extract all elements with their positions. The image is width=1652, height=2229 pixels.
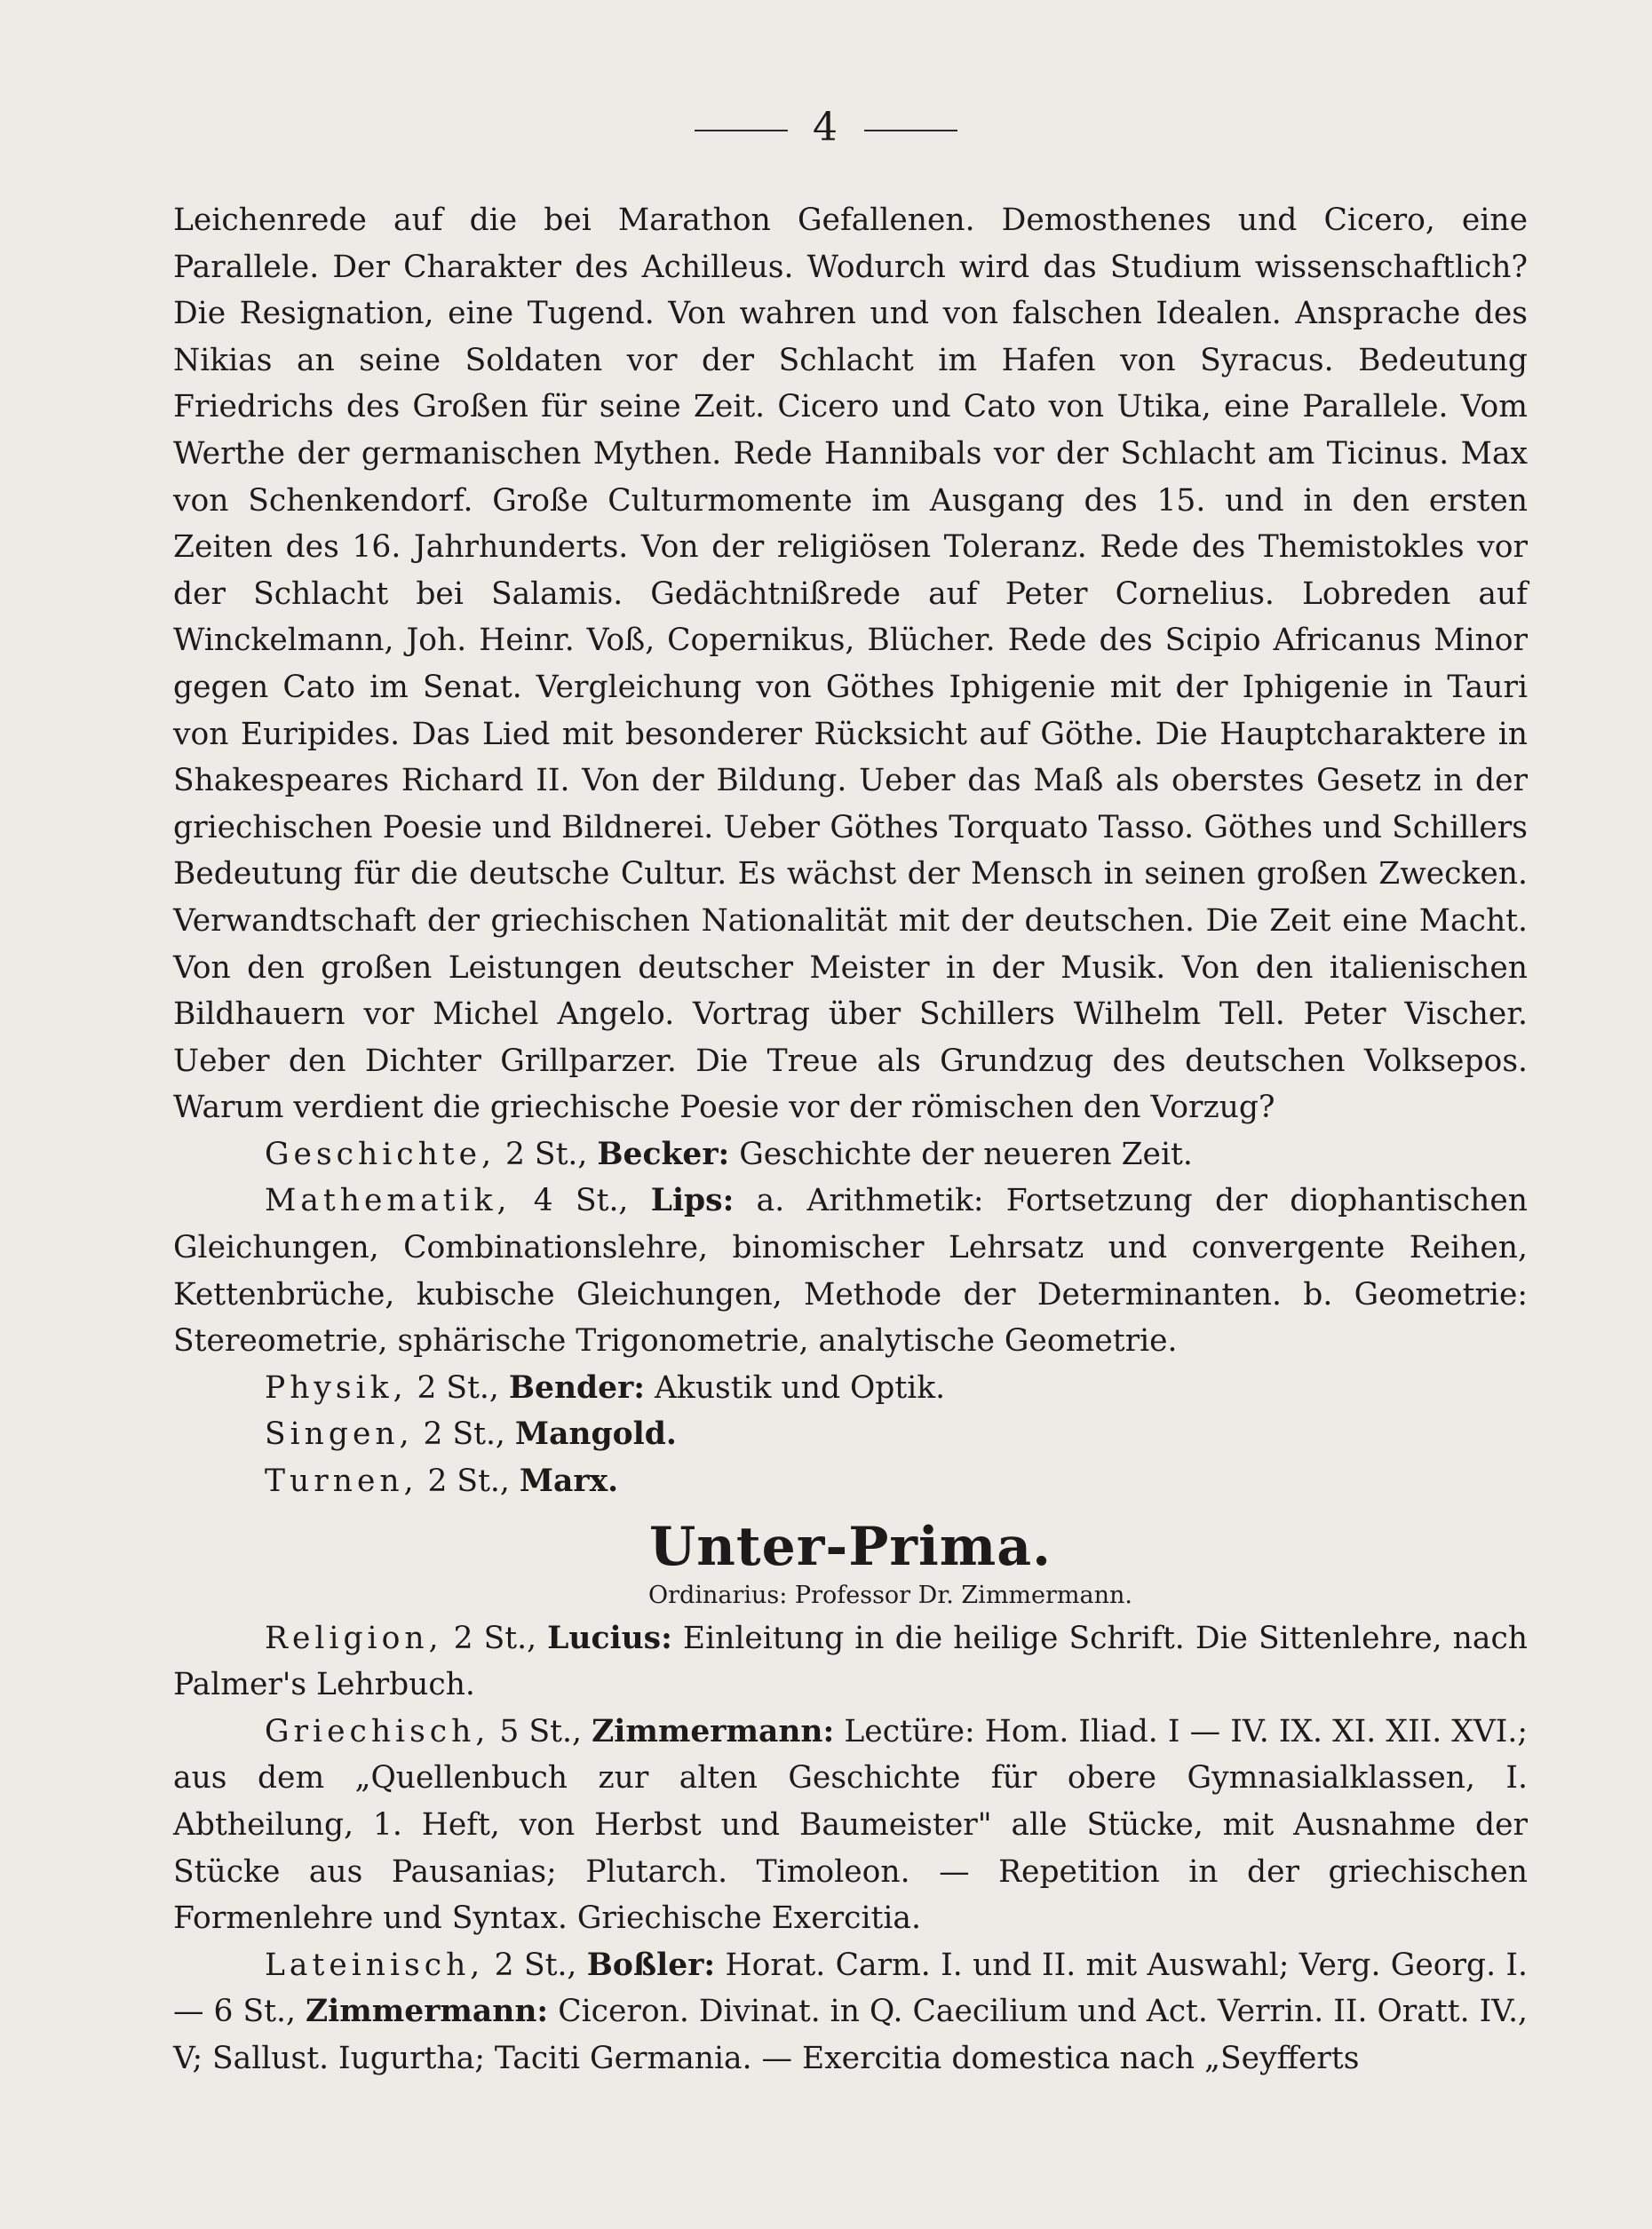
- teacher-name: Lucius:: [547, 1620, 672, 1656]
- ordinarius-line: Ordinarius: Professor Dr. Zimmermann.: [648, 1581, 1132, 1609]
- hours: 2 St.,: [427, 1464, 510, 1500]
- subject-name: Mathematik,: [265, 1183, 512, 1219]
- subject-content: Akustik und Optik.: [655, 1369, 946, 1406]
- hours: 2 St.,: [417, 1369, 499, 1406]
- entry-lateinisch: [173, 1942, 1528, 2082]
- subject-content: Einleitung in die heilige Schrift. Die Sittenlehre, nach Palmer's Lehrbuch.: [173, 1620, 1528, 1703]
- page-number: 4: [813, 105, 839, 150]
- subject-content: Horat. Carm. I. und II. mit Auswahl; Verg. Georg. I. —: [173, 1947, 1529, 2030]
- entry-mathematik: [173, 1178, 1528, 1364]
- entry-griechisch: [173, 1709, 1528, 1942]
- subject-content: Geschichte der neueren Zeit.: [739, 1136, 1193, 1172]
- section-heading-unter-prima: Unter-Prima.: [648, 1515, 1052, 1578]
- hours: 2 St.,: [494, 1947, 577, 1983]
- subject-name: Lateinisch,: [265, 1947, 485, 1983]
- subject-name: Turnen,: [265, 1464, 418, 1500]
- teacher-name: Mangold.: [514, 1416, 677, 1453]
- teacher-name: Marx.: [519, 1464, 619, 1500]
- teacher-name: Zimmermann:: [592, 1713, 835, 1749]
- entry-physik: [173, 1365, 1528, 1412]
- teacher-name: Boßler:: [586, 1947, 716, 1983]
- body-text: [173, 197, 1528, 2082]
- subject-name: Physik,: [265, 1369, 408, 1406]
- entry-geschichte: [173, 1131, 1528, 1178]
- hours: 4 St.,: [533, 1183, 629, 1219]
- teacher-name: Lips:: [650, 1183, 735, 1219]
- hours: 2 St.,: [423, 1416, 505, 1453]
- subject-name: Geschichte,: [265, 1136, 496, 1172]
- hours-second: 6 St.,: [213, 1994, 296, 2030]
- subject-name: Griechisch,: [265, 1713, 490, 1749]
- page-number-header: [0, 105, 1652, 150]
- essay-topics-paragraph: Leichenrede auf die bei Marathon Gefallenen. Demosthenes und Cicero, eine Parallele. Der Charakter des Achilleus. Wodurch wird das Studium wissenschaftlich? Die Resignation, eine Tugend. Von wahren und von falschen Idealen. Ansprache des Nikias an seine Soldaten vor der Schlacht im Hafen von Syracus. Bedeutung Friedrichs des Großen für seine Zeit. Cicero und Cato von Utika, eine Parallele. Vom Werthe der germanischen Mythen. Rede Hannibals vor der Schlacht am Ticinus. Max von Schenkendorf. Große Culturmomente im Ausgang des 15. und in den ersten Zeiten des 16. Jahrhunderts. Von der religiösen Toleranz. Rede des Themistokles vor der Schlacht bei Salamis. Gedächtnißrede auf Peter Cornelius. Lobreden auf Winckelmann, Joh. Heinr. Voß, Copernikus, Blücher. Rede des Scipio Africanus Minor gegen Cato im Senat. Vergleichung von Göthes Iphigenie mit der Iphigenie in Tauri von Euripides. Das Lied mit besonderer Rücksicht auf Göthe. Die Hauptcharaktere in Shakespeares Richard II. Von der Bildung. Ueber das Maß als oberstes Gesetz in der griechischen Poesie und Bildnerei. Ueber Göthes Torquato Tasso. Göthes und Schillers Bedeutung für die deutsche Cultur. Es wächst der Mensch in seinen großen Zwecken. Verwandtschaft der griechischen Nationalität mit der deutschen. Die Zeit eine Macht. Von den großen Leistungen deutscher Meister in der Musik. Von den italienischen Bildhauern vor Michel Angelo. Vortrag über Schillers Wilhelm Tell. Peter Vischer. Ueber den Dichter Grillparzer. Die Treue als Grundzug des deutschen Volksepos. Warum verdient die griechische Poesie vor der römischen den Vorzug?: [173, 202, 1528, 1126]
- entry-singen: [173, 1411, 1528, 1458]
- subject-content: Lectüre: Hom. Iliad. I — IV. IX. XI. XII. XVI.; aus dem „Quellenbuch zur alten Geschichte für obere Gymnasialklassen, I. Abtheilung, 1. Heft, von Herbst und Baumeister" alle Stücke, mit Ausnahme der Stücke aus Pausanias; Plutarch. Timoleon. — Repetition in der griechischen Formenlehre und Syntax. Griechische Exercitia.: [173, 1713, 1528, 1937]
- subject-content: a. Arithmetik: Fortsetzung der diophantischen Gleichungen, Combinationslehre, binomischer Lehrsatz und convergente Reihen, Kettenbrüche, kubische Gleichungen, Methode der Determinanten. b. Geometrie: Stereometrie, sphärische Trigonometrie, analytische Geometrie.: [173, 1183, 1528, 1360]
- entry-religion: [173, 1615, 1528, 1709]
- subject-name: Religion,: [265, 1620, 443, 1656]
- hours: 2 St.,: [453, 1620, 537, 1656]
- entry-turnen: [173, 1458, 1528, 1505]
- teacher-name: Bender:: [508, 1369, 646, 1406]
- hours: 2 St.,: [505, 1136, 588, 1172]
- subject-content-second: Ciceron. Divinat. in Q. Caecilium und Act. Verrin. II. Oratt. IV., V; Sallust. Iugurtha; Taciti Germania. — Exercitia domestica nach „Seyfferts: [173, 1994, 1529, 2076]
- header-rule-left: [695, 130, 788, 131]
- teacher-name: Becker:: [597, 1136, 730, 1172]
- hours: 5 St.,: [499, 1713, 582, 1749]
- header-rule-right: [864, 130, 957, 131]
- teacher-name-second: Zimmermann:: [305, 1994, 549, 2030]
- subject-name: Singen,: [265, 1416, 414, 1453]
